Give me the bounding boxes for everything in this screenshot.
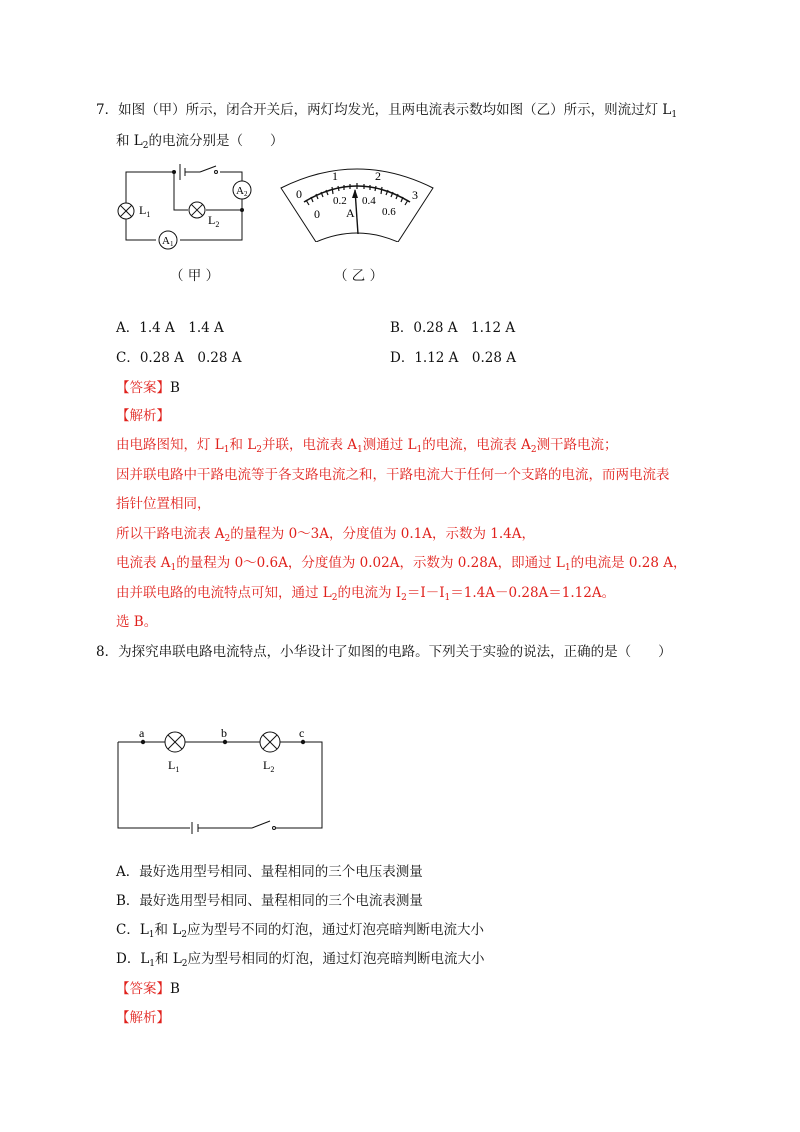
q8-option-a[interactable]: A．最好选用型号相同、量程相同的三个电压表测量 [116, 864, 423, 880]
q8-option-b[interactable]: B．最好选用型号相同、量程相同的三个电流表测量 [116, 893, 423, 909]
svg-text:0.2: 0.2 [333, 195, 347, 207]
lamp-l2-icon [189, 202, 205, 218]
svg-text:1: 1 [332, 169, 338, 183]
label-l2: $L_2$ [263, 758, 275, 774]
q8-option-c[interactable]: C．$L_1$和 $L_2$应为型号不同的灯泡，通过灯泡亮暗判断电流大小 [116, 922, 485, 940]
q7-circuit-diagram [110, 158, 270, 250]
label-l1: $L_1$ [139, 203, 151, 219]
q7-analysis-line1: 由电路图知，灯 $L_1$和 $L_2$并联，电流表 $A_1$测通过 $L_1$的电流，电流表 $A_2$测干路电流； [116, 437, 618, 455]
q7-analysis-line7: 选 B。 [116, 614, 158, 630]
svg-text:0.4: 0.4 [362, 195, 376, 207]
q8-option-d[interactable]: D．$L_1$和 $L_2$应为型号相同的灯泡，通过灯泡亮暗判断电流大小 [116, 951, 485, 969]
q7-stem-line1: 7．如图（甲）所示，闭合开关后，两灯均发光，且两电流表示数均如图（乙）所示，则流过灯 $L_1$ [96, 102, 678, 120]
q7-analysis-line5: 电流表 $A_1$的量程为 0～0.6A，分度值为 0.02A，示数为 0.28A，即通过 $L_1$的电流是 0.28 A， [116, 555, 687, 573]
point-b-label: b [221, 726, 227, 740]
label-l1: $L_1$ [168, 758, 180, 774]
svg-text:3: 3 [412, 188, 418, 202]
q7-analysis-line4: 所以干路电流表 $A_2$的量程为 0～3A，分度值为 0.1A，示数为 1.4A， [116, 526, 536, 544]
label-l2: $L_2$ [208, 213, 220, 229]
point-a-label: a [139, 726, 145, 740]
q7-meter-dial [278, 158, 436, 242]
svg-text:0.6: 0.6 [382, 206, 396, 218]
fig-yi-caption: （ 乙 ） [334, 268, 384, 284]
q7-option-b[interactable]: B．0.28 A 1.12 A [390, 320, 516, 336]
q7-stem-line2: 和 $L_2$的电流分别是（ ） [116, 133, 284, 151]
q7-answer-text: 【答案】B [116, 380, 180, 396]
q7-option-c[interactable]: C．0.28 A 0.28 A [116, 350, 242, 366]
fig-jia-caption: （ 甲 ） [170, 268, 220, 284]
point-c-label: c [299, 726, 305, 740]
lamp-l2-icon [260, 732, 280, 752]
q7-analysis-line3: 指针位置相同， [116, 496, 211, 512]
q7-analysis-title: 【解析】 [116, 408, 170, 424]
q8-answer: 【答案】B [116, 981, 180, 997]
lamp-l1-icon [118, 203, 134, 219]
svg-text:A1: A1 [162, 235, 174, 248]
q8-stem: 8．为探究串联电路电流特点，小华设计了如图的电路。下列关于实验的说法，正确的是（ ） [96, 644, 672, 660]
q8-analysis-title: 【解析】 [116, 1010, 170, 1026]
svg-text:0: 0 [296, 187, 302, 201]
q7-analysis-line6: 由并联电路的电流特点可知，通过 $L_2$的电流为 $I_2=I-I_1=1.4A-0.28A=1.12A$。 [116, 585, 616, 603]
q7-analysis-line2: 因并联电路中干路电流等于各支路电流之和，干路电流大于任何一个支路的电流，而两电流表 [116, 467, 670, 483]
ammeter-a1-icon [159, 231, 177, 249]
svg-text:0: 0 [314, 207, 320, 221]
ammeter-a2-icon [233, 181, 251, 199]
q7-option-d[interactable]: D．1.12 A 0.28 A [390, 350, 517, 366]
lamp-l1-icon [165, 732, 185, 752]
q7-option-a[interactable]: A．1.4 A 1.4 A [116, 320, 224, 336]
svg-text:2: 2 [375, 169, 381, 183]
svg-text:A2: A2 [236, 185, 248, 198]
svg-text:A: A [346, 206, 355, 220]
q8-series-circuit [110, 726, 330, 834]
